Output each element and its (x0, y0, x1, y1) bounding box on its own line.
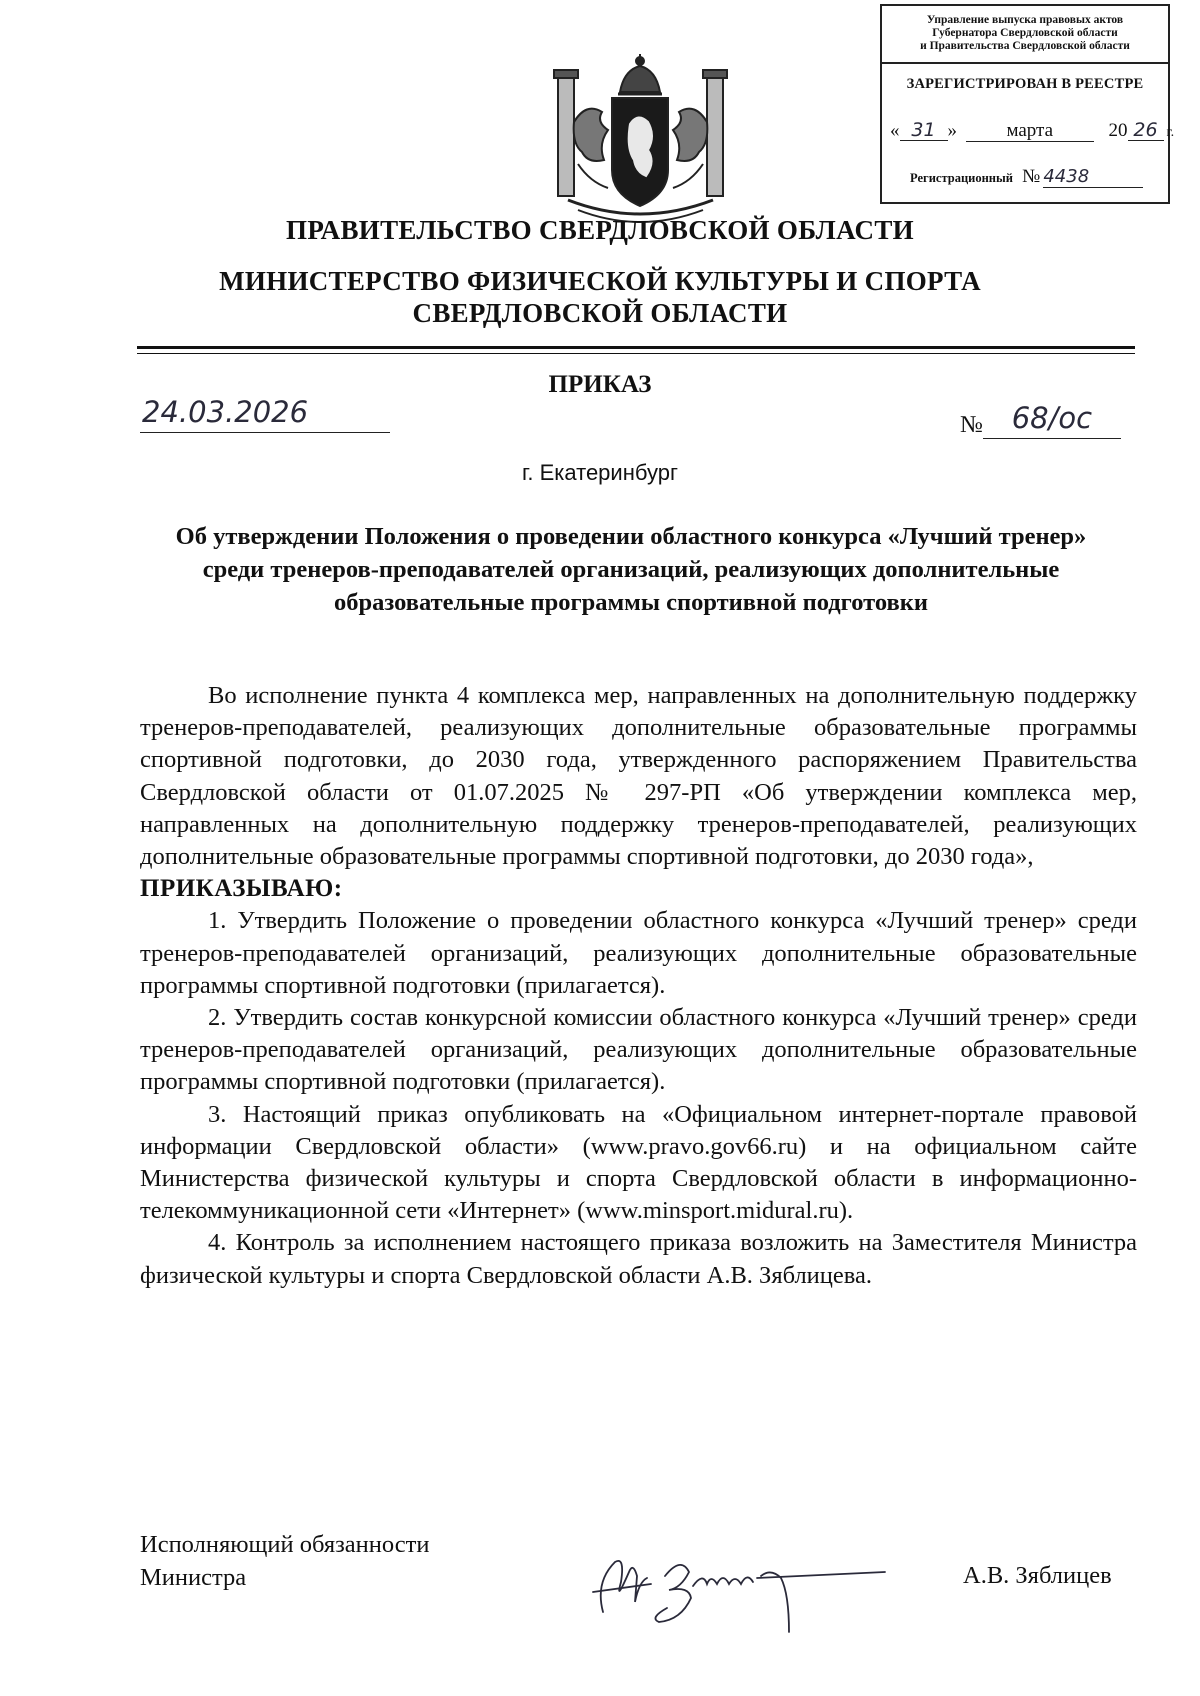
order-body (140, 680, 1137, 1292)
decree-word: ПРИКАЗЫВАЮ: (140, 875, 343, 903)
order-subject: Об утверждении Положения о проведении областного конкурса «Лучший тренер» среди тренеров-преподавателей организаций, реализующих дополнительные образовательные программы спортивной подготовки (175, 523, 1087, 616)
stamp-registered: ЗАРЕГИСТРИРОВАН В РЕЕСТРЕ (906, 76, 1144, 92)
stamp-year-unit: г. (1166, 125, 1175, 140)
stamp-date (890, 120, 1174, 142)
order-item: 4. Контроль за исполнением настоящего приказа возложить на Заместителя Министра физической культуры и спорта Свердловской области А.В. Зяблицева. (140, 1229, 1137, 1289)
signer-position-line1: Исполняющий обязанности (140, 1531, 430, 1558)
signer-position (140, 1528, 429, 1594)
stamp-day: 31 (900, 120, 948, 141)
stamp-no-sign: № (1022, 166, 1041, 187)
order-number: 68/ос (983, 398, 1121, 439)
order-number-label: № (960, 412, 983, 438)
header-rule-thin (137, 353, 1135, 354)
order-item: 3. Настоящий приказ опубликовать на «Официальном интернет-портале правовой информации Свердловской области» (www.pravo.gov66.ru) и на официальном сайте Министерства физической культуры и спорта Свердловской области в информационно-телекоммуникационной сети «Интернет» (www.minsport.midural.ru). (140, 1100, 1137, 1225)
stamp-office (882, 14, 1168, 53)
order-number-block (960, 398, 1132, 439)
stamp-year-suffix: 26 (1128, 120, 1164, 141)
signer-name: А.В. Зяблицев (963, 1562, 1112, 1589)
registration-stamp (880, 4, 1175, 204)
signer-position-line2: Министра (140, 1564, 247, 1591)
handwritten-signature-icon (585, 1542, 890, 1634)
header-rule-thick (137, 346, 1135, 349)
coat-of-arms-icon (538, 52, 743, 227)
stamp-month: марта (966, 121, 1094, 142)
stamp-close-quote: » (947, 120, 957, 141)
preamble-paragraph: Во исполнение пункта 4 комплекса мер, направленных на дополнительную поддержку тренеров-преподавателей, реализующих дополнительные образовательные программы спортивной подготовки, до 2030 года, утвержденного распоряжением Правительства Свердловской области от 01.07.2025 № 297-РП «Об утверждении комплекса мер, направленных на дополнительную поддержку тренеров-преподавателей, реализующих дополнительные образовательные программы спортивной подготовки, до 2030 года», (140, 682, 1137, 871)
stamp-reg-number-row (910, 166, 1143, 188)
stamp-office-line: и Правительства Свердловской области (920, 40, 1130, 52)
stamp-year-prefix: 20 (1108, 120, 1128, 141)
stamp-office-line: Губернатора Свердловской области (932, 27, 1118, 39)
order-title: ПРИКАЗ (548, 371, 652, 398)
order-item: 2. Утвердить состав конкурсной комиссии областного конкурса «Лучший тренер» среди тренеров-преподавателей организаций, реализующих дополнительные образовательные программы спортивной подготовки (прилагается). (140, 1004, 1137, 1096)
stamp-reg-label: Регистрационный (910, 171, 1013, 185)
order-city: г. Екатеринбург (522, 460, 678, 485)
order-item: 1. Утвердить Положение о проведении областного конкурса «Лучший тренер» среди тренеров-преподавателей организаций, реализующих дополнительные образовательные программы спортивной подготовки (прилагается). (140, 907, 1137, 999)
stamp-divider (882, 62, 1168, 64)
ministry-title-line2: СВЕРДЛОВСКОЙ ОБЛАСТИ (412, 298, 788, 328)
ministry-title-line1: МИНИСТЕРСТВО ФИЗИЧЕСКОЙ КУЛЬТУРЫ И СПОРТА (219, 266, 981, 296)
stamp-office-line: Управление выпуска правовых актов (926, 14, 1124, 26)
stamp-open-quote: « (890, 120, 900, 141)
order-date: 24.03.2026 (140, 392, 390, 433)
government-title: ПРАВИТЕЛЬСТВО СВЕРДЛОВСКОЙ ОБЛАСТИ (286, 215, 914, 245)
stamp-reg-number: 4438 (1043, 167, 1143, 188)
